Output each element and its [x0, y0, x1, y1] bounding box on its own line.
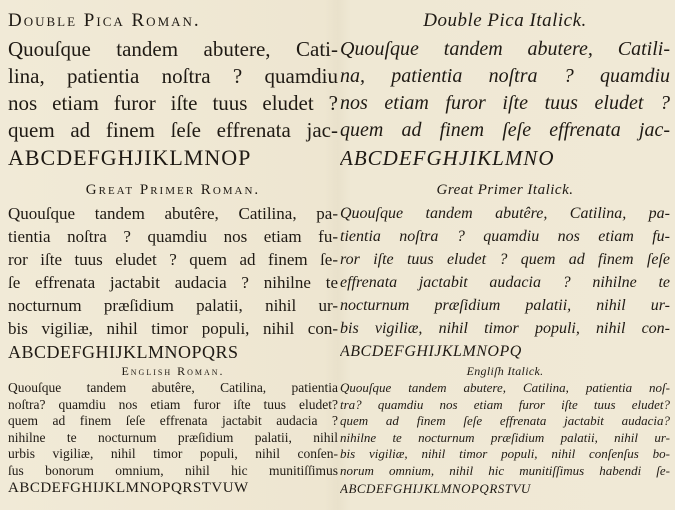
double-pica-italic-alphabet: ABCDEFGHJIKLMNO — [340, 146, 555, 170]
double-pica-italic-line-2: na, patientia noſtra ? quamdiu — [340, 65, 670, 87]
english-roman-alphabet: ABCDEFGHIJKLMNOPQRSTVUW — [8, 480, 249, 496]
great-primer-italic-line-5: nocturnum præſidium palatii, nihil ur- — [340, 297, 670, 314]
english-roman-line-6: ſus bonorum omnium, nihil hic munitiſſimus — [8, 462, 338, 478]
great-primer-italic-line-6: bis vigiliæ, nihil timor populi, nihil con- — [340, 320, 670, 337]
great-primer-italic-line-1: Quouſque tandem abutêre, Catilina, pa- — [340, 205, 670, 222]
great-primer-italic-line-2: tientia noſtra ? quamdiu nos etiam fu- — [340, 228, 670, 245]
english-roman-line-4: nihilne te nocturnum præſidium palatii, nihil — [8, 429, 338, 445]
great-primer-roman-section — [8, 178, 338, 363]
english-roman-line-2: noſtra? quamdiu nos etiam furor iſte tuus eludet? — [8, 396, 338, 412]
great-primer-italic-line-4: effrenata jactabit audacia ? nihilne te — [340, 274, 670, 291]
english-italic-heading: Engliſh Italick. — [466, 364, 544, 378]
double-pica-roman-alphabet: ABCDEFGHJIKLMNOP — [8, 145, 252, 170]
double-pica-italic-section — [340, 6, 670, 171]
great-primer-roman-line-5: nocturnum præſidium palatii, nihil ur- — [8, 296, 338, 315]
great-primer-roman-alphabet: ABCDEFGHIJKLMNOPQRS — [8, 342, 239, 362]
double-pica-roman-section — [8, 6, 338, 171]
great-primer-italic-heading: Great Primer Italick. — [436, 182, 574, 198]
great-primer-roman-line-4: ſe effrenata jactabit audacia ? nihilne te — [8, 273, 338, 292]
great-primer-roman-line-6: bis vigiliæ, nihil timor populi, nihil con- — [8, 319, 338, 338]
english-italic-line-3: quem ad finem ſeſe effrenata jactabit audacia? — [340, 413, 670, 428]
double-pica-italic-line-1: Quouſque tandem abutere, Catili- — [340, 38, 670, 60]
english-italic-alphabet: ABCDEFGHIJKLMNOPQRSTVU — [340, 481, 531, 496]
great-primer-italic-line-3: ror iſte tuus eludet ? quem ad finem ſeſe — [340, 251, 670, 268]
english-roman-line-5: urbis vigiliæ, nihil timor populi, nihil conſen- — [8, 446, 338, 461]
great-primer-italic-alphabet: ABCDEFGHIJKLMNOPQ — [340, 343, 522, 360]
english-italic-line-1: Quouſque tandem abutere, Catilina, patientia noſ- — [340, 380, 670, 395]
english-italic-line-2: tra? quamdiu nos etiam furor iſte tuus eludet? — [340, 396, 670, 412]
english-italic-line-6: norum omnium, nihil hic munitiſſimus habendi ſe- — [340, 462, 670, 478]
english-roman-line-1: Quouſque tandem abutêre, Catilina, patientia — [8, 380, 338, 395]
english-italic-line-4: nihilne te nocturnum præſidium palatii, nihil ur- — [340, 429, 670, 445]
double-pica-roman-heading: Double Pica Roman. — [8, 10, 201, 31]
great-primer-roman-line-3: ror iſte tuus eludet ? quem ad finem ſe- — [8, 250, 338, 269]
italic-column — [340, 0, 670, 510]
english-roman-line-3: quem ad finem ſeſe effrenata jactabit audacia ? — [8, 413, 338, 428]
double-pica-italic-line-4: quem ad finem ſeſe effrenata jac- — [340, 119, 670, 141]
great-primer-italic-section — [340, 178, 670, 363]
double-pica-roman-line-3: nos etiam furor iſte tuus eludet ? — [8, 91, 338, 115]
double-pica-roman-line-1: Quouſque tandem abutere, Cati- — [8, 37, 338, 61]
double-pica-roman-line-4: quem ad finem ſeſe effrenata jac- — [8, 118, 338, 142]
english-italic-line-5: bis vigiliæ, nihil timor populi, nihil conſenſus bo- — [340, 446, 670, 461]
english-roman-section — [8, 362, 338, 496]
great-primer-roman-line-1: Quouſque tandem abutêre, Catilina, pa- — [8, 204, 338, 223]
great-primer-roman-line-2: tientia noſtra ? quamdiu nos etiam fu- — [8, 227, 338, 246]
roman-column — [8, 0, 338, 510]
english-italic-section — [340, 362, 670, 496]
great-primer-roman-heading: Great Primer Roman. — [85, 182, 261, 198]
english-roman-heading: English Roman. — [121, 364, 225, 378]
double-pica-roman-line-2: lina, patientia noſtra ? quamdiu — [8, 64, 338, 88]
double-pica-italic-heading: Double Pica Italick. — [423, 10, 587, 31]
double-pica-italic-line-3: nos etiam furor iſte tuus eludet ? — [340, 92, 670, 114]
